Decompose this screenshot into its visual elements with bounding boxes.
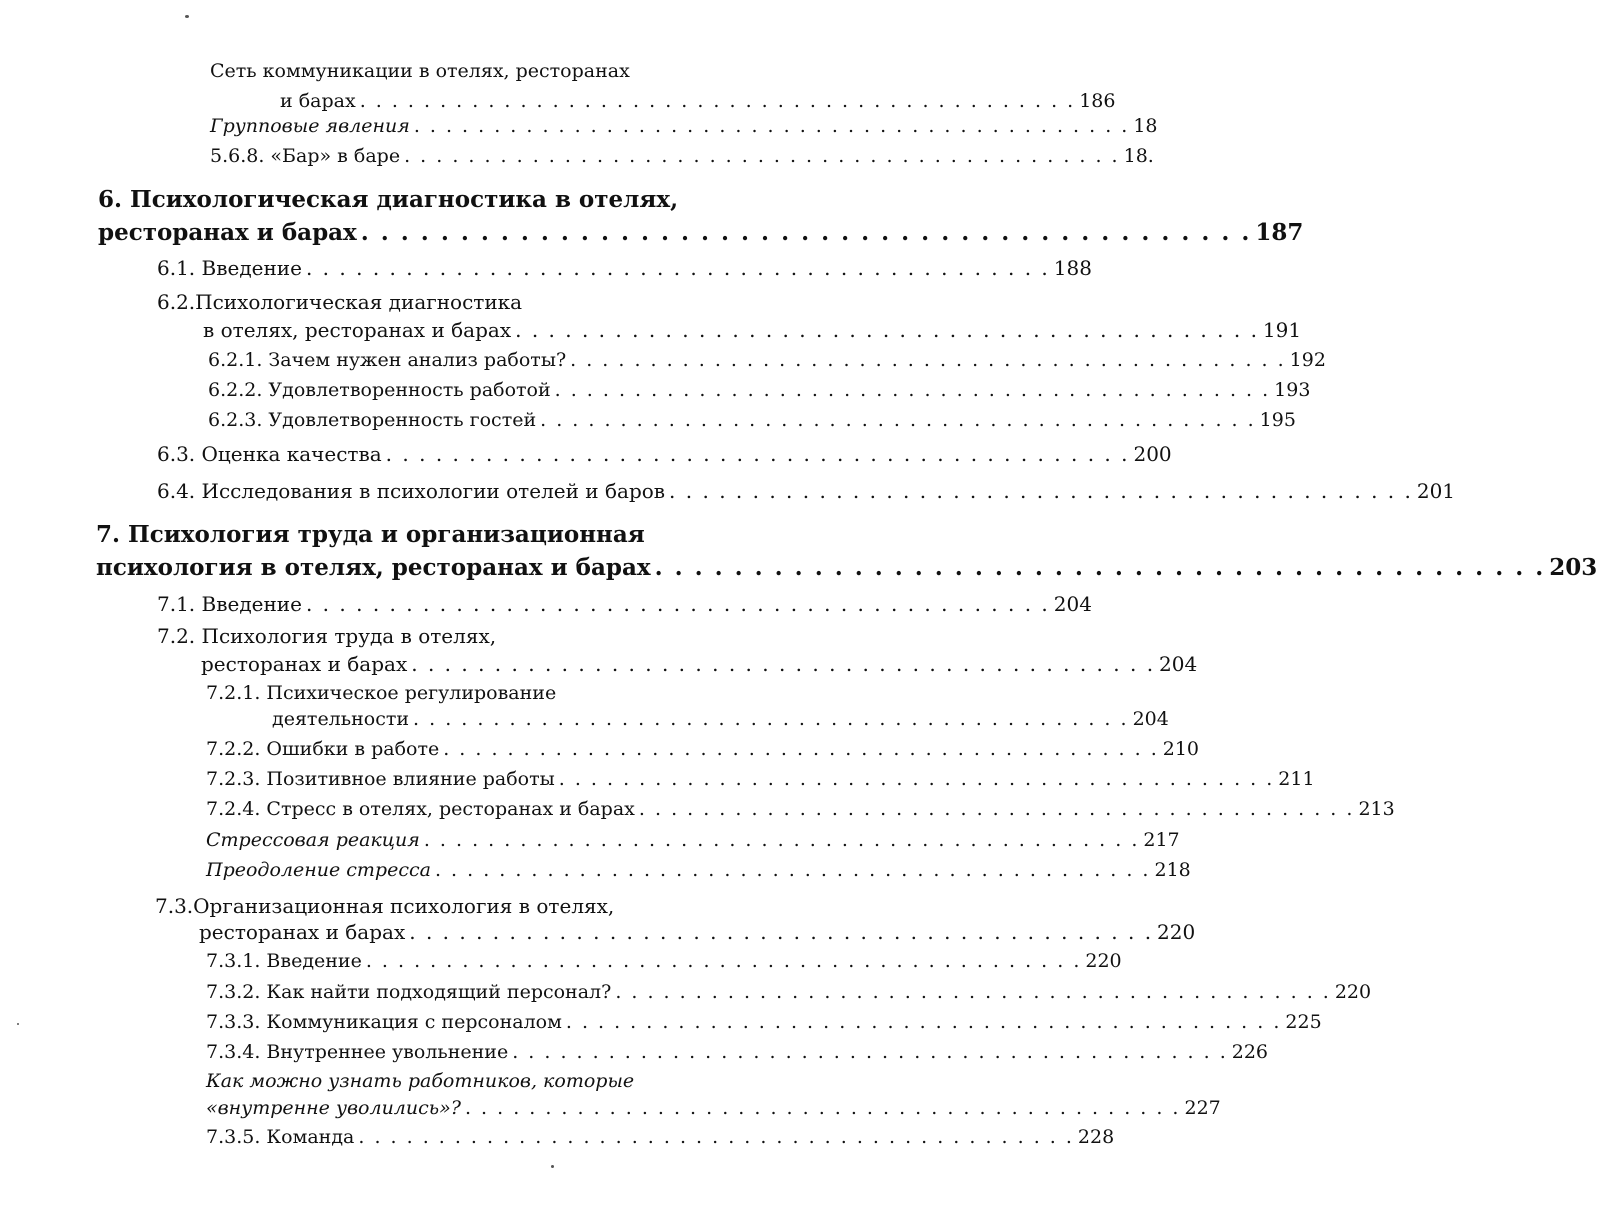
- toc-page-number: 18.: [1123, 145, 1154, 167]
- toc-page-number: 188: [1053, 256, 1092, 280]
- leader-dots: . . . . . . . . . . . . . . . . . . . . . . . . . . . . . . . . . . . . . . . . . . . . .: [404, 145, 1120, 167]
- leader-dots: . . . . . . . . . . . . . . . . . . . . . . . . . . . . . . . . . . . . . . . . . . . . .: [385, 442, 1130, 466]
- leader-dots: . . . . . . . . . . . . . . . . . . . . . . . . . . . . . . . . . . . . . . . . . . . . .: [554, 379, 1271, 401]
- leader-dots: . . . . . . . . . . . . . . . . . . . . . . . . . . . . . . . . . . . . . . . . . . . . .: [305, 256, 1050, 280]
- toc-entry-title: 7.1. Введение: [157, 592, 302, 616]
- toc-page-number: 204: [1053, 592, 1092, 616]
- toc-entry-7-3-5: [206, 1122, 1115, 1152]
- toc-entry-title: Как можно узнать работников, которые: [206, 1070, 635, 1092]
- toc-entry-7-2-4: [206, 794, 1395, 824]
- leader-dots: . . . . . . . . . . . . . . . . . . . . . . . . . . . . . . . . . . . . . . . . . . . . .: [540, 409, 1256, 431]
- toc-entry-title: 7.3.4. Внутреннее увольнение: [206, 1041, 509, 1063]
- toc-chapter-title: 6. Психологическая диагностика в отелях,: [98, 186, 679, 213]
- toc-entry-7-2: [157, 622, 1198, 678]
- toc-entry-title-cont: в отелях, ресторанах и барах: [203, 318, 512, 342]
- toc-page-number: 192: [1289, 349, 1326, 371]
- toc-page-number: 210: [1162, 738, 1200, 760]
- toc-page-number: 220: [1157, 920, 1196, 944]
- leader-dots: . . . . . . . . . . . . . . . . . . . . . . . . . . . . . . . . . . . . . . . . . . . . .: [570, 349, 1286, 371]
- toc-entry-6-3: [157, 437, 1172, 471]
- scan-speck: [17, 1023, 19, 1025]
- toc-page-number: 211: [1278, 768, 1315, 790]
- toc-page-number: 191: [1262, 318, 1302, 342]
- toc-entry-7-3-2: [206, 977, 1372, 1007]
- leader-dots: . . . . . . . . . . . . . . . . . . . . . . . . . . . . . . . . . . . . . . . . . . . . .: [669, 479, 1413, 503]
- toc-entry-title: 7.3.3. Коммуникация с персоналом: [206, 1011, 562, 1033]
- toc-entry-6-2: [157, 288, 1302, 344]
- toc-entry-7-2-3: [206, 764, 1315, 794]
- toc-entry-title: 6.2.3. Удовлетворенность гостей: [208, 409, 537, 431]
- toc-page-number: 218: [1154, 859, 1191, 881]
- toc-entry-title: 6.3. Оценка качества: [157, 442, 382, 466]
- toc-entry-7-1: [157, 587, 1092, 621]
- toc-entry-title: 6.4. Исследования в психологии отелей и баров: [157, 479, 666, 503]
- toc-page-number: 204: [1159, 652, 1198, 676]
- leader-dots: . . . . . . . . . . . . . . . . . . . . . . . . . . . . . . . . . . . . . . . . . . . . .: [515, 318, 1259, 342]
- toc-entry-6-4: [157, 474, 1456, 508]
- leader-dots: . . . . . . . . . . . . . . . . . . . . . . . . . . . . . . . . . . . . . . . . . . . . .: [359, 90, 1076, 112]
- toc-entry-title: 6.2.2. Удовлетворенность работой: [208, 379, 551, 401]
- toc-entry-title: 6.1. Введение: [157, 256, 302, 280]
- toc-entry-inner-resignation: [206, 1068, 1221, 1122]
- leader-dots: . . . . . . . . . . . . . . . . . . . . . . . . . . . . . . . . . . . . . . . . . . . . .: [305, 592, 1050, 616]
- toc-entry-title: 7.2.1. Психическое регулирование: [206, 682, 557, 704]
- toc-page-number: 201: [1416, 479, 1456, 503]
- toc-page-number: 195: [1259, 409, 1296, 431]
- toc-entry-7-3-3: [206, 1007, 1322, 1037]
- leader-dots: . . . . . . . . . . . . . . . . . . . . . . . . . . . . . . . . . . . . . . . . . . . . .: [443, 738, 1159, 760]
- toc-entry-6-2-2: [208, 375, 1311, 405]
- toc-entry-7-3: [155, 893, 1196, 945]
- leader-dots: . . . . . . . . . . . . . . . . . . . . . . . . . . . . . . . . . . . . . . . . . . . . .: [638, 798, 1355, 820]
- toc-page-number: 204: [1132, 708, 1169, 730]
- toc-entry-title: 5.6.8. «Бар» в баре: [210, 145, 401, 167]
- leader-dots: . . . . . . . . . . . . . . . . . . . . . . . . . . . . . . . . . . . . . . . . . . . . .: [615, 981, 1331, 1003]
- toc-page-number: 220: [1085, 950, 1122, 972]
- leader-dots: . . . . . . . . . . . . . . . . . . . . . . . . . . . . . . . . . . . . . . . . . . . . .: [409, 920, 1154, 944]
- toc-page-number: 217: [1143, 829, 1180, 851]
- toc-page-number: 203: [1549, 554, 1597, 581]
- toc-page-number: 200: [1133, 442, 1172, 466]
- toc-entry-title: 7.3.Организационная психология в отелях,: [155, 894, 615, 918]
- toc-entry-7-2-2: [206, 734, 1200, 764]
- toc-page-number: 226: [1231, 1041, 1269, 1063]
- leader-dots: . . . . . . . . . . . . . . . . . . . . . . . . . . . . . . . . . . . . . . . . . . . . .: [654, 554, 1546, 581]
- toc-chapter-title-cont: психология в отелях, ресторанах и барах: [96, 554, 651, 581]
- toc-entry-title-cont: «внутренне уволились»?: [206, 1097, 461, 1119]
- toc-entry-title: 6.2.1. Зачем нужен анализ работы?: [208, 349, 567, 371]
- leader-dots: . . . . . . . . . . . . . . . . . . . . . . . . . . . . . . . . . . . . . . . . . . . . .: [565, 1011, 1282, 1033]
- toc-entry-title: Стрессовая реакция: [206, 829, 420, 851]
- toc-entry-title: 7.2.2. Ошибки в работе: [206, 738, 440, 760]
- toc-entry-5-6-8: [210, 141, 1154, 171]
- leader-dots: . . . . . . . . . . . . . . . . . . . . . . . . . . . . . . . . . . . . . . . . . . . . .: [413, 115, 1130, 137]
- toc-page-number: 213: [1358, 798, 1395, 820]
- toc-page-number: 220: [1334, 981, 1372, 1003]
- toc-entry-title: 7.3.1. Введение: [206, 950, 362, 972]
- leader-dots: . . . . . . . . . . . . . . . . . . . . . . . . . . . . . . . . . . . . . . . . . . . . .: [423, 829, 1140, 851]
- toc-entry-title-cont: деятельности: [272, 708, 410, 730]
- toc-chapter-6: [98, 183, 1304, 249]
- toc-entry-7-2-1: [206, 680, 1169, 732]
- leader-dots: . . . . . . . . . . . . . . . . . . . . . . . . . . . . . . . . . . . . . . . . . . . . .: [413, 708, 1129, 730]
- toc-entry-7-3-1: [206, 946, 1122, 976]
- toc-page-number: 227: [1184, 1097, 1221, 1119]
- toc-entry-6-1: [157, 251, 1092, 285]
- toc-entry-title: 7.2.4. Стресс в отелях, ресторанах и барах: [206, 798, 635, 820]
- scan-speck: [185, 15, 189, 18]
- toc-entry-title: 6.2.Психологическая диагностика: [157, 290, 523, 314]
- toc-entry-stress-reaction: [206, 825, 1180, 855]
- leader-dots: . . . . . . . . . . . . . . . . . . . . . . . . . . . . . . . . . . . . . . . . . . . . .: [558, 768, 1275, 790]
- toc-entry-5-6-7: [210, 56, 1116, 116]
- toc-entry-title: 7.2.3. Позитивное влияние работы: [206, 768, 555, 790]
- toc-entry-title-cont: и барах: [280, 90, 356, 112]
- toc-page-number: 225: [1285, 1011, 1322, 1033]
- toc-entry-title: 7.2. Психология труда в отелях,: [157, 624, 497, 648]
- toc-chapter-title: 7. Психология труда и организационная: [96, 521, 645, 548]
- toc-entry-title: Преодоление стресса: [206, 859, 431, 881]
- toc-chapter-7: [96, 518, 1597, 584]
- toc-entry-title-cont: ресторанах и барах: [201, 652, 408, 676]
- toc-entry-stress-coping: [206, 855, 1191, 885]
- leader-dots: . . . . . . . . . . . . . . . . . . . . . . . . . . . . . . . . . . . . . . . . . . . . .: [360, 219, 1252, 246]
- toc-page-number: 193: [1274, 379, 1311, 401]
- toc-chapter-title-cont: ресторанах и барах: [98, 219, 357, 246]
- toc-entry-title: Групповые явления: [210, 115, 410, 137]
- toc-entry-title: 7.3.2. Как найти подходящий персонал?: [206, 981, 612, 1003]
- toc-page-number: 228: [1077, 1126, 1115, 1148]
- toc-entry-7-3-4: [206, 1037, 1269, 1067]
- leader-dots: . . . . . . . . . . . . . . . . . . . . . . . . . . . . . . . . . . . . . . . . . . . . .: [358, 1126, 1074, 1148]
- leader-dots: . . . . . . . . . . . . . . . . . . . . . . . . . . . . . . . . . . . . . . . . . . . . .: [434, 859, 1151, 881]
- leader-dots: . . . . . . . . . . . . . . . . . . . . . . . . . . . . . . . . . . . . . . . . . . . . .: [411, 652, 1156, 676]
- scan-speck: [551, 1165, 554, 1168]
- leader-dots: . . . . . . . . . . . . . . . . . . . . . . . . . . . . . . . . . . . . . . . . . . . . .: [365, 950, 1082, 972]
- toc-entry-title: 7.3.5. Команда: [206, 1126, 355, 1148]
- toc-entry-6-2-1: [208, 345, 1326, 375]
- toc-entry-6-2-3: [208, 405, 1296, 435]
- leader-dots: . . . . . . . . . . . . . . . . . . . . . . . . . . . . . . . . . . . . . . . . . . . . .: [512, 1041, 1228, 1063]
- toc-entry-title: Сеть коммуникации в отелях, ресторанах: [210, 60, 630, 82]
- toc-entry-title-cont: ресторанах и барах: [199, 920, 406, 944]
- toc-page-number: 187: [1255, 219, 1304, 246]
- toc-entry-group: [210, 111, 1158, 141]
- toc-page-number: 186: [1079, 90, 1116, 112]
- leader-dots: . . . . . . . . . . . . . . . . . . . . . . . . . . . . . . . . . . . . . . . . . . . . .: [464, 1097, 1181, 1119]
- toc-page-number: 18: [1133, 115, 1158, 137]
